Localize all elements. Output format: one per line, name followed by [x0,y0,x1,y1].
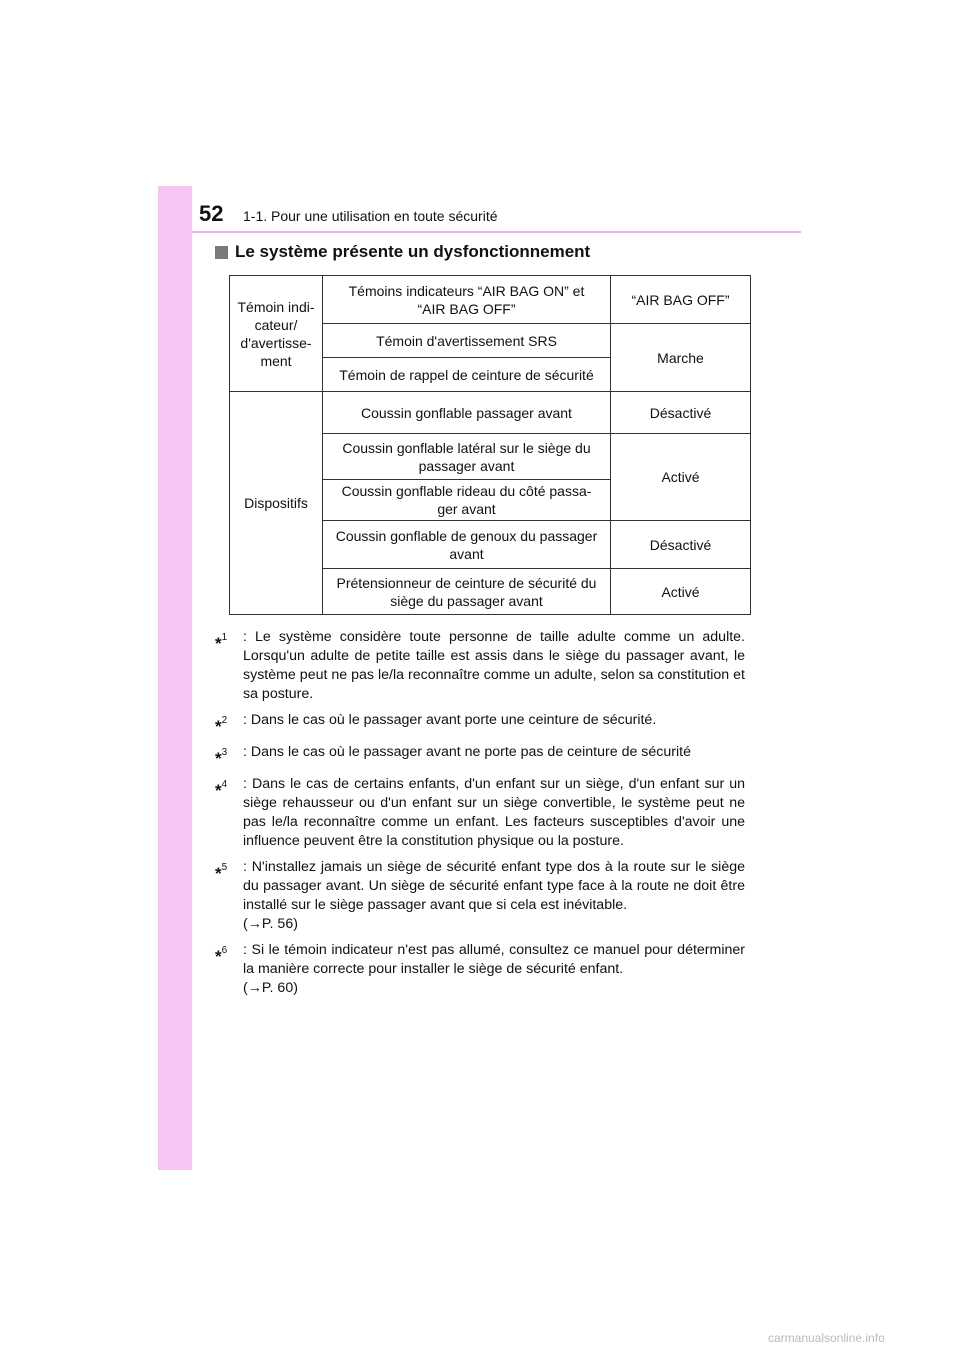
indicator-name-cell: Témoin de rappel de ceinture de sécurité [323,358,611,392]
indicator-header-cell: Témoin indi- cateur/ d'avertisse- ment [230,276,323,392]
watermark-text: carmanualsonline.info [768,1331,885,1345]
section-title-text: Le système présente un dysfonctionnement [235,242,591,261]
footnote-text: : Si le témoin indicateur n'est pas allumé, consultez ce manuel pour déterminer la manière correcte pour installer le siège de sécurité enfant. [243,942,745,977]
table-row [230,276,751,324]
footnote [215,775,745,851]
footnote-marker: *$^6$ [215,945,228,966]
footnote-text: : N'installez jamais un siège de sécurité enfant type dos à la route sur le siège du passager avant. Un siège de sécurité enfant type face à la route ne doit être installé sur le siège passager avant que si cela est inévitable. [243,859,745,913]
device-name-cell: Prétensionneur de ceinture de sécurité du siège du passager avant [323,569,611,615]
table-row [230,392,751,434]
device-name-cell: Coussin gonflable passager avant [323,392,611,434]
devices-header-cell: Dispositifs [230,392,323,615]
footnote [215,628,745,704]
footnote-marker: *$^3$ [215,747,228,768]
section-heading [215,242,590,262]
footnote-marker: *$^1$ [215,632,228,653]
page-reference-link[interactable]: (→P. 56) [243,916,298,932]
footnote [215,941,745,998]
device-state-cell: Désactivé [611,521,751,569]
header-divider [192,231,801,233]
device-name-cell: Coussin gonflable de genoux du passager avant [323,521,611,569]
device-state-cell: Activé [611,569,751,615]
device-name-cell: Coussin gonflable latéral sur le siège du passager avant [323,434,611,480]
footnote-text: : Dans le cas de certains enfants, d'un enfant sur un siège, d'un enfant sur un siège rehausseur ou d'un enfant sur un siège convertible, le système peut ne pas le/la reconnaître comme un enfant. Les facteurs susceptibles d'avoir une influence peuvent être la constitution physique ou la posture. [243,776,745,849]
footnote-text: : Le système considère toute personne de taille adulte comme un adulte. Lorsqu'un adulte de petite taille est assis dans le siège du passager avant, le système peut ne pas le/la reconnaître comme un adulte, selon sa constitution et sa posture. [243,629,745,702]
footnote-marker: *$^2$ [215,715,228,736]
footnote-body [243,941,745,998]
footnote-text: : Dans le cas où le passager avant ne porte pas de ceinture de sécurité [243,744,691,760]
page-reference-link[interactable]: (→P. 60) [243,980,298,996]
footnote [215,858,745,934]
indicator-state-cell: “AIR BAG OFF” [611,276,751,324]
indicator-name-cell: Témoin d'avertissement SRS [323,324,611,358]
indicator-name-cell: Témoins indicateurs “AIR BAG ON” et “AIR BAG OFF” [323,276,611,324]
chapter-title: 1-1. Pour une utilisation en toute sécurité [243,208,498,224]
square-bullet-icon [215,246,228,259]
footnote-marker: *$^4$ [215,779,228,800]
device-state-cell: Activé [611,434,751,521]
indicator-state-cell: Marche [611,324,751,392]
footnote [215,711,745,736]
footnote-marker: *$^5$ [215,862,228,883]
side-tab-strip [158,186,192,1170]
page-number: 52 [199,201,224,226]
footnote-body [243,858,745,934]
device-state-cell: Désactivé [611,392,751,434]
device-name-cell: Coussin gonflable rideau du côté passa- ger avant [323,480,611,521]
footnote [215,743,745,768]
status-table [229,275,751,615]
footnotes [215,628,745,1005]
footnote-text: : Dans le cas où le passager avant porte une ceinture de sécurité. [243,712,657,728]
